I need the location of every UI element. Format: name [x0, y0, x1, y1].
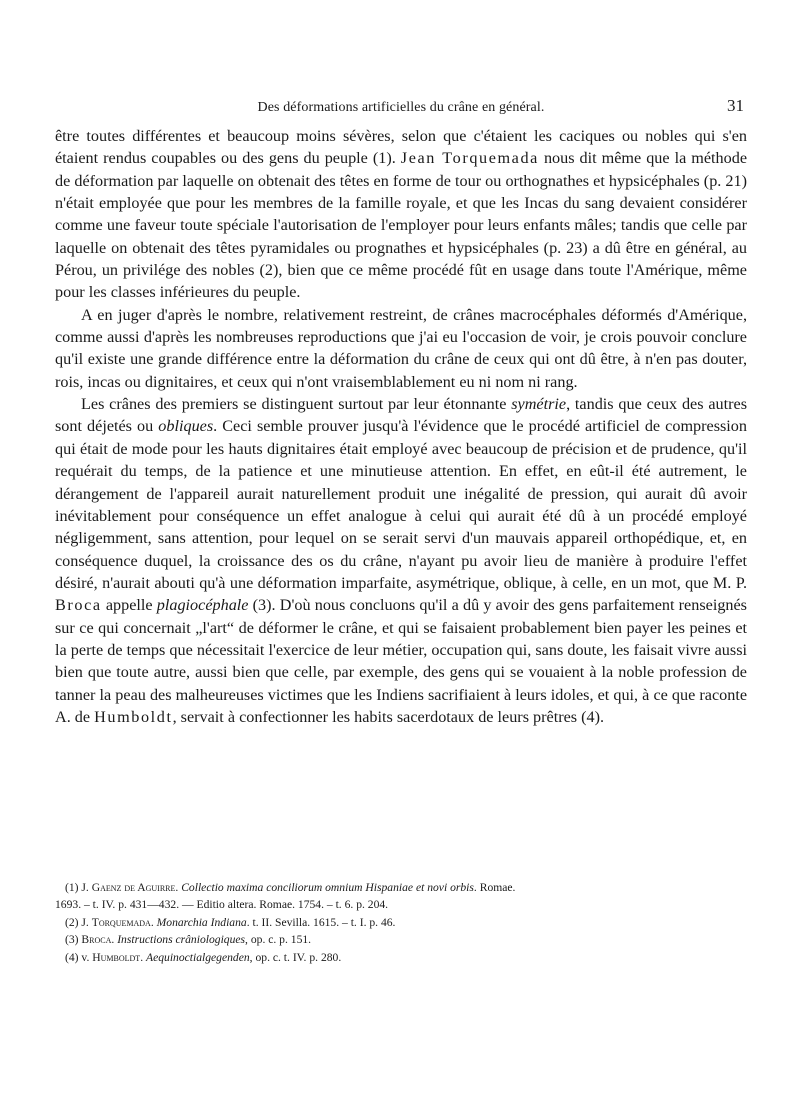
footnote-4: (4) v. Humboldt. Aequinoctialgegenden, op. c. t. IV. p. 280.	[65, 950, 342, 964]
paragraph-3: Les crânes des premiers se distinguent surtout par leur étonnante symétrie, tandis que ceux des autres sont déjetés ou obliques. Ceci semble prouver jusqu'à l'évidence que le procédé artificiel de compression qui était de mode pour les hauts dignitaires était employé avec beaucoup de précision et de prudence, qu'il requérait du temps, de la patience et une minutieuse attention. En effet, en eût-il été autrement, le dérangement de l'appareil aurait naturellement produit une inégalité de pression, qui aurait dû avoir inévitablement pour conséquence un effet analogue à celui qui aurait été dû à un procédé employé négligemment, sans attention, pour lequel on se serait servi d'un mauvais appareil orthopédique, et, en conséquence duquel, la croissance des os du crâne, n'ayant pu avoir lieu de manière à produire l'effet désiré, n'aurait abouti qu'à une déformation imparfaite, asymétrique, oblique, à celle, en un mot, que M. P. Broca appelle plagiocéphale (3). D'où nous concluons qu'il a dû y avoir des gens parfaitement renseignés sur ce qui concernait „l'art“ de déformer le crâne, et qui se faisaient probablement bien payer les peines et la perte de temps que nécessitait l'exercice de leur métier, occupation qui, sans doute, les faisait vivre aussi bien que toute autre, aussi bien que celle, par exemple, des gens qui se vouaient à la noble profession de tanner la peau des malheureuses victimes que les Indiens sacrifiaient à leurs idoles, et qui, à ce que raconte A. de Humboldt, servait à confectionner les habits sacerdotaux de leurs prêtres (4).	[55, 395, 748, 726]
paragraph-2: A en juger d'après le nombre, relativement restreint, de crânes macrocéphales déformés d'Amérique, comme aussi d'après les nombreuses reproductions que j'ai eu l'occasion de voir, je crois pouvoir conclure qu'il existe une grande différence entre la déformation du crâne de ceux qui ont dû être, à n'en pas douter, rois, incas ou dignitaires, et ceux qui n'ont vraisemblablement eu ni nom ni rang.	[55, 305, 747, 391]
emphasis-term: obliques	[158, 417, 214, 436]
page-number: 31	[727, 96, 744, 115]
paragraph-1: être toutes différentes et beaucoup moins sévères, selon que c'étaient les caciques ou nobles qui s'en étaient rendus coupables ou des gens du peuple (1). Jean Torquemada nous dit même que la méthode de déformation par laquelle on obtenait des têtes en forme de tour ou orthognathes et hypsicéphales (p. 21) n'était employée que pour les membres de la famille royale, et que les Incas du sang devaient considérer comme une faveur toute spéciale l'autorisation de l'employer pour leurs enfants mâles; tandis que celle par laquelle on obtenait des têtes pyramidales ou prognathes et hypsicéphales (p. 23) a dû être en général, au Pérou, un privilége des nobles (2), bien que ce même procédé fût en usage dans toute l'Amérique, même pour les classes inférieures du peuple.	[55, 127, 748, 302]
footnote-1: (1) J. Gaenz de Aguirre. Collectio maxima conciliorum omnium Hispaniae et novi orbis. Romae.	[65, 881, 516, 894]
footnotes	[55, 879, 747, 966]
footnote-3: (3) Broca. Instructions crâniologiques, op. c. p. 151.	[65, 933, 312, 947]
emphasis-term: plagiocéphale	[156, 596, 249, 615]
author-name: Jean Torquemada	[400, 149, 539, 168]
emphasis-term: symétrie	[511, 395, 567, 414]
running-header: Des déformations artificielles du crâne en général.	[257, 100, 545, 115]
footnote-2: (2) J. Torquemada. Monarchia Indiana. t. II. Sevilla. 1615. – t. I. p. 46.	[65, 915, 396, 929]
body-text	[55, 125, 747, 728]
author-name: Humboldt	[94, 707, 173, 726]
footnote-1-continued: 1693. – t. IV. p. 431—432. — Editio altera. Romae. 1754. – t. 6. p. 204.	[55, 898, 389, 912]
author-name: Broca	[55, 596, 102, 615]
